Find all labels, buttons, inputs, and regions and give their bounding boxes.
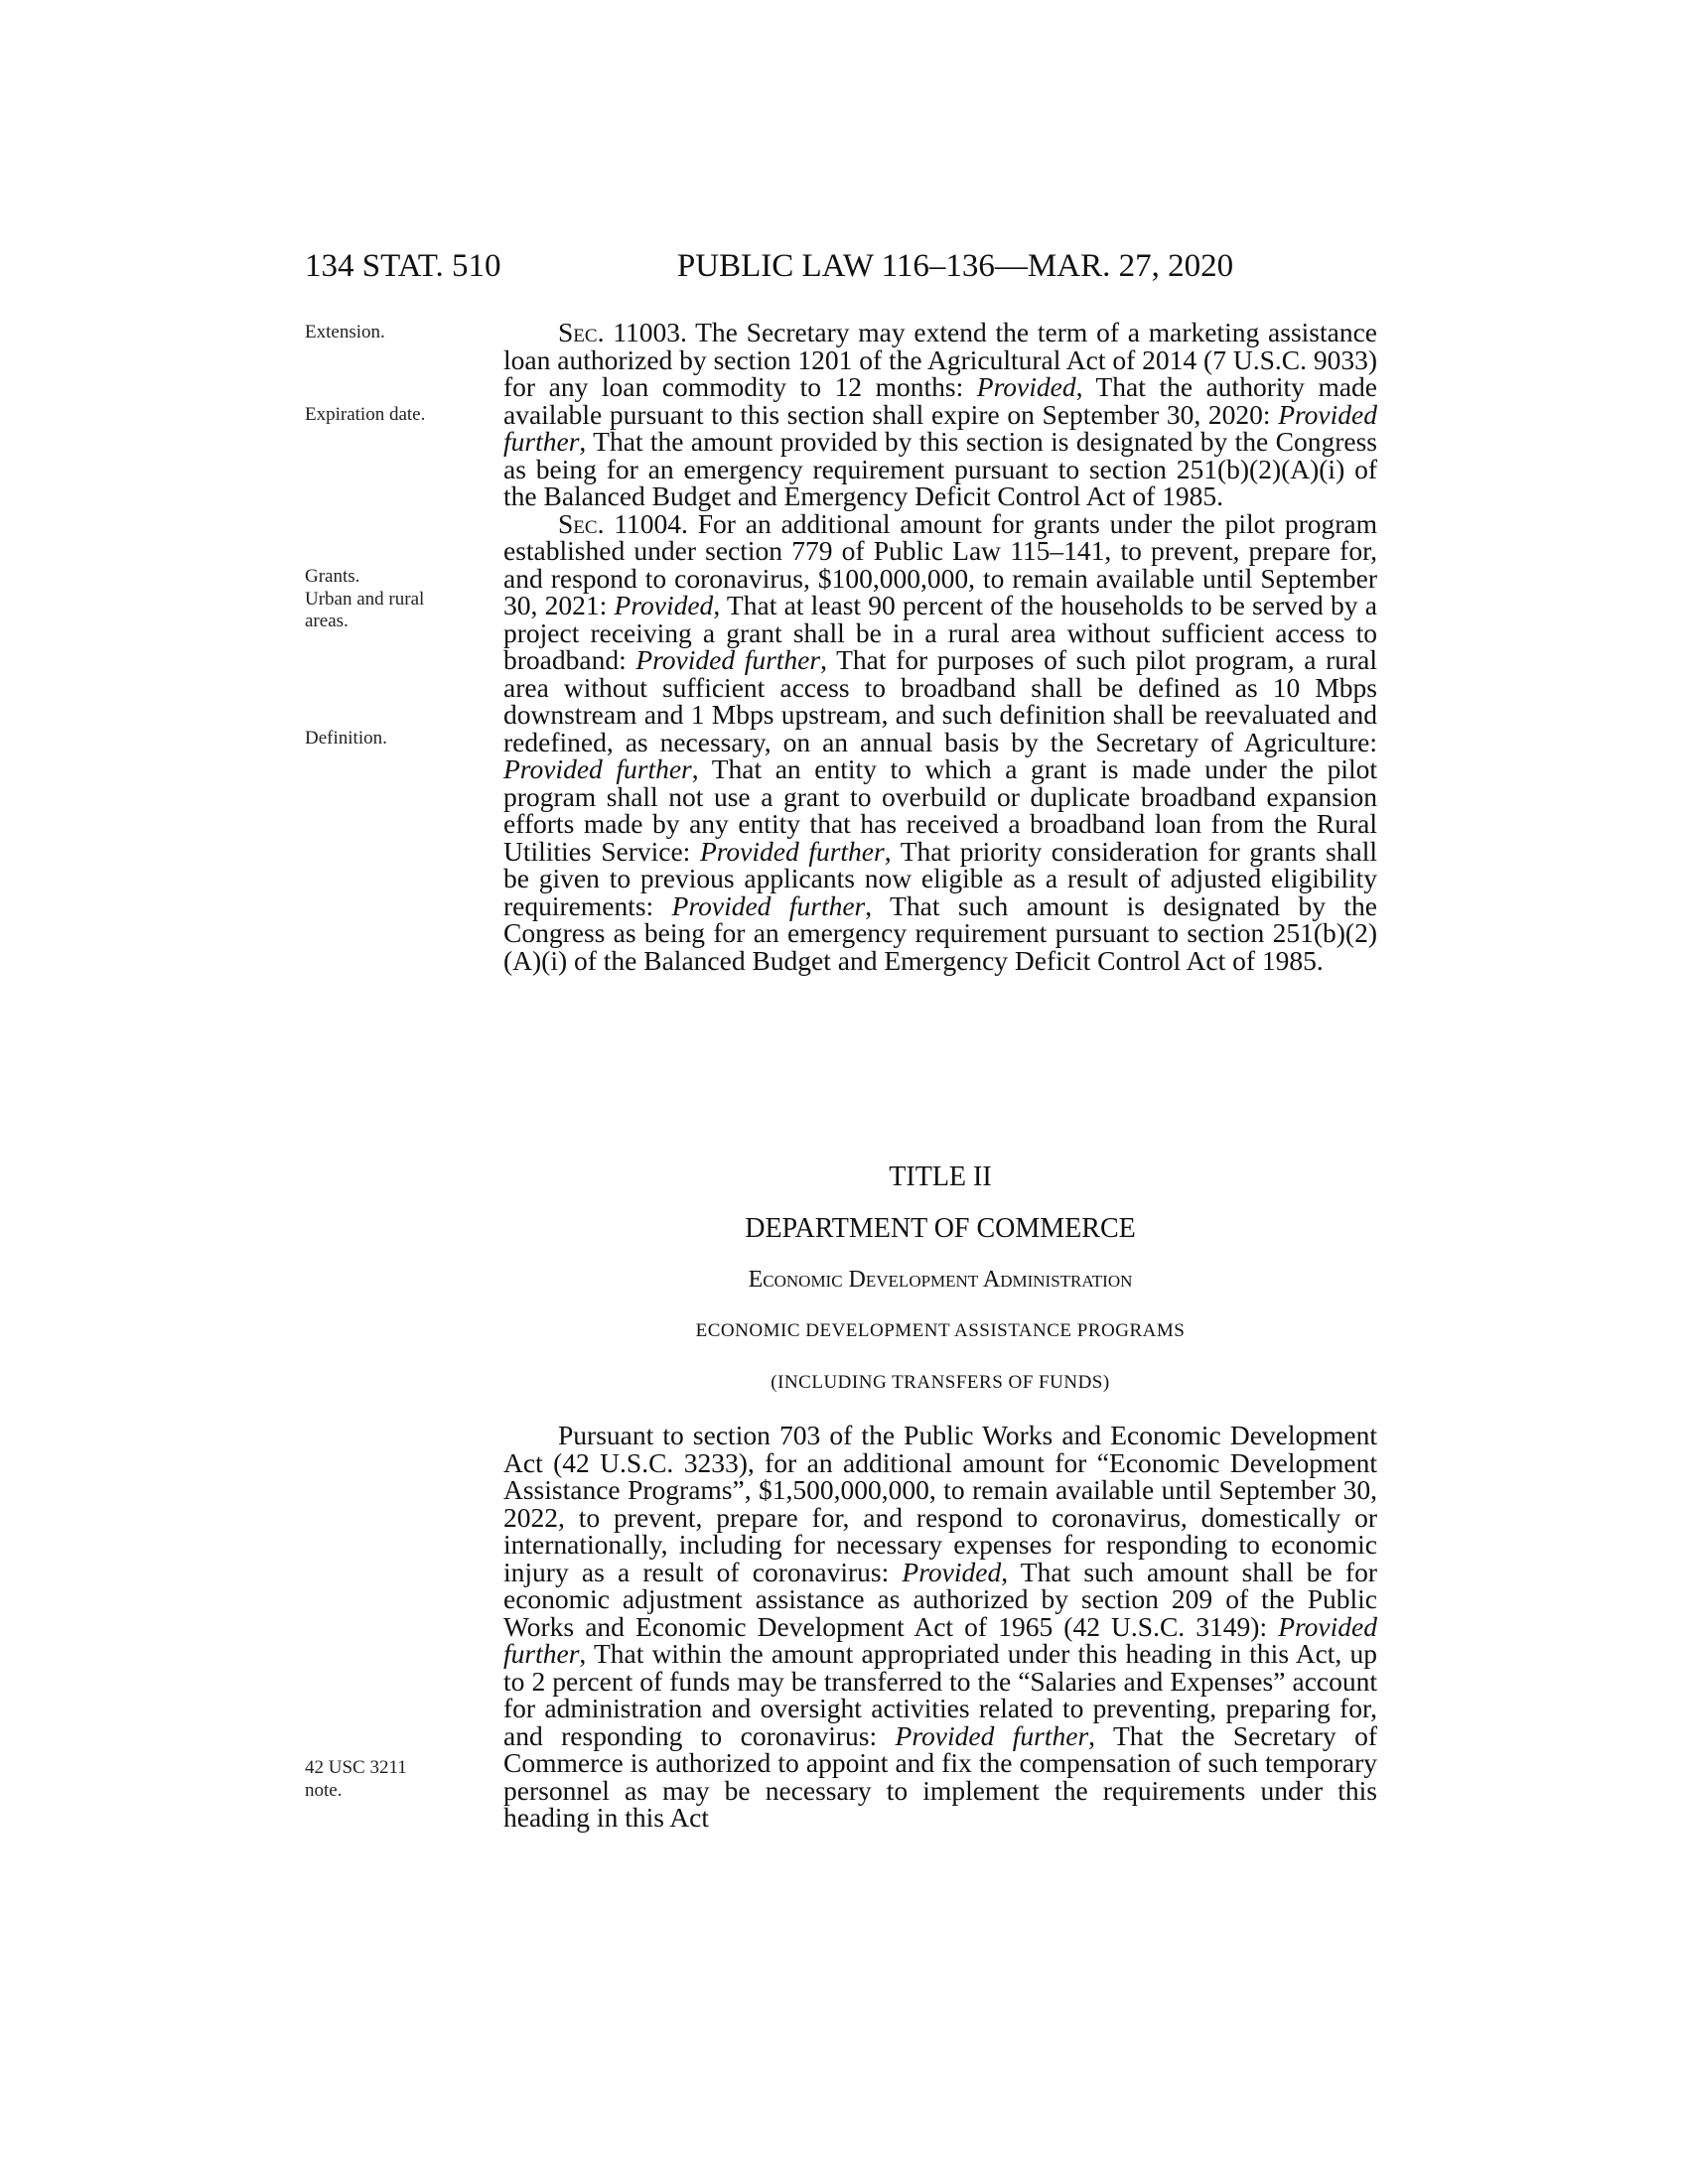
sec-label: Sec. — [558, 507, 605, 539]
section-11004: Sec. 11004. For an additional amount for grants under the pilot program established under section 779 of Public Law 115–141, to prevent, prepare for, and respond to coronavirus, $100,000,000, to remain available until September 30, 2021: Provided, That at least 90 percent of the households to be served by a project receiving a grant shall be in a rural area without sufficient access to broadband: Provided further, That for purposes of such pilot program, a rural area without sufficient access to broadband shall be defined as 10 Mbps downstream and 1 Mbps upstream, and such definition shall be reevaluated and redefined, as necessary, on an annual basis by the Secretary of Agriculture: Provided further, That an entity to which a grant is made under the pilot program shall not use a grant to overbuild or duplicate broadband expansion efforts made by any entity that has received a broadband loan from the Rural Utilities Service: Provided further, That priority consideration for grants shall be given to previous applicants now eligible as a result of adjusted eligibility requirements: Provided further, That such amount is designated by the Congress as being for an emergency requirement pursuant to section 251(b)(2)(A)(i) of the Balanced Budget and Emergency Deficit Control Act of 1985. — [503, 507, 1378, 976]
margin-note-expiration-date: Expiration date. — [305, 404, 426, 425]
account-heading: ECONOMIC DEVELOPMENT ASSISTANCE PROGRAMS — [695, 1320, 1186, 1341]
statute-page-number: 134 STAT. 510 — [305, 248, 501, 284]
margin-note-definition: Definition. — [305, 728, 387, 749]
eda-body — [503, 1422, 1377, 1832]
public-law-citation: PUBLIC LAW 116–136—MAR. 27, 2020 — [676, 248, 1234, 284]
margin-note-grants: Grants. — [305, 566, 360, 587]
title-heading: TITLE II — [889, 1161, 992, 1192]
department-heading: DEPARTMENT OF COMMERCE — [745, 1213, 1136, 1244]
section-11003: Sec. 11003. The Secretary may extend the term of a marketing assistance loan authorized by section 1201 of the Agricultural Act of 2014 (7 U.S.C. 9033) for any loan commodity to 12 months: Provided, That the authority made available pursuant to this section shall expire on September 30, 2020: Provided further, That the amount provided by this section is designated by the Congress as being for an emergency requirement pursuant to section 251(b)(2)(A)(i) of the Balanced Budget and Emergency Deficit Control Act of 1985. — [503, 317, 1377, 511]
margin-note-extension: Extension. — [305, 322, 385, 342]
margin-note-usc-note: note. — [305, 1780, 343, 1801]
eda-paragraph: Pursuant to section 703 of the Public Works and Economic Development Act (42 U.S.C. 3233), for an additional amount for “Economic Development Assistance Programs”, $1,500,000,000, to remain available until September 30, 2022, to prevent, prepare for, and respond to coronavirus, domestically or internationally, including for necessary expenses for responding to economic injury as a result of coronavirus: Provided, That such amount shall be for economic adjustment assistance as authorized by section 209 of the Public Works and Economic Development Act of 1965 (42 U.S.C. 3149): Provided further, That within the amount appropriated under this heading in this Act, up to 2 percent of funds may be transferred to the “Salaries and Expenses” account for administration and oversight activities related to preventing, preparing for, and responding to coronavirus: Provided further, That the Secretary of Commerce is authorized to appoint and fix the compensation of such temporary personnel as may be necessary to implement the requirements under this heading in this Act — [503, 1420, 1378, 1833]
agency-heading: Economic Development Administration — [748, 1267, 1133, 1293]
transfers-note: (INCLUDING TRANSFERS OF FUNDS) — [771, 1372, 1110, 1393]
margin-note-urban-rural: Urban and rural areas. — [305, 589, 425, 631]
sections-body — [503, 319, 1377, 974]
sec-label: Sec. — [558, 317, 605, 347]
margin-note-usc-cite: 42 USC 3211 — [305, 1757, 407, 1778]
